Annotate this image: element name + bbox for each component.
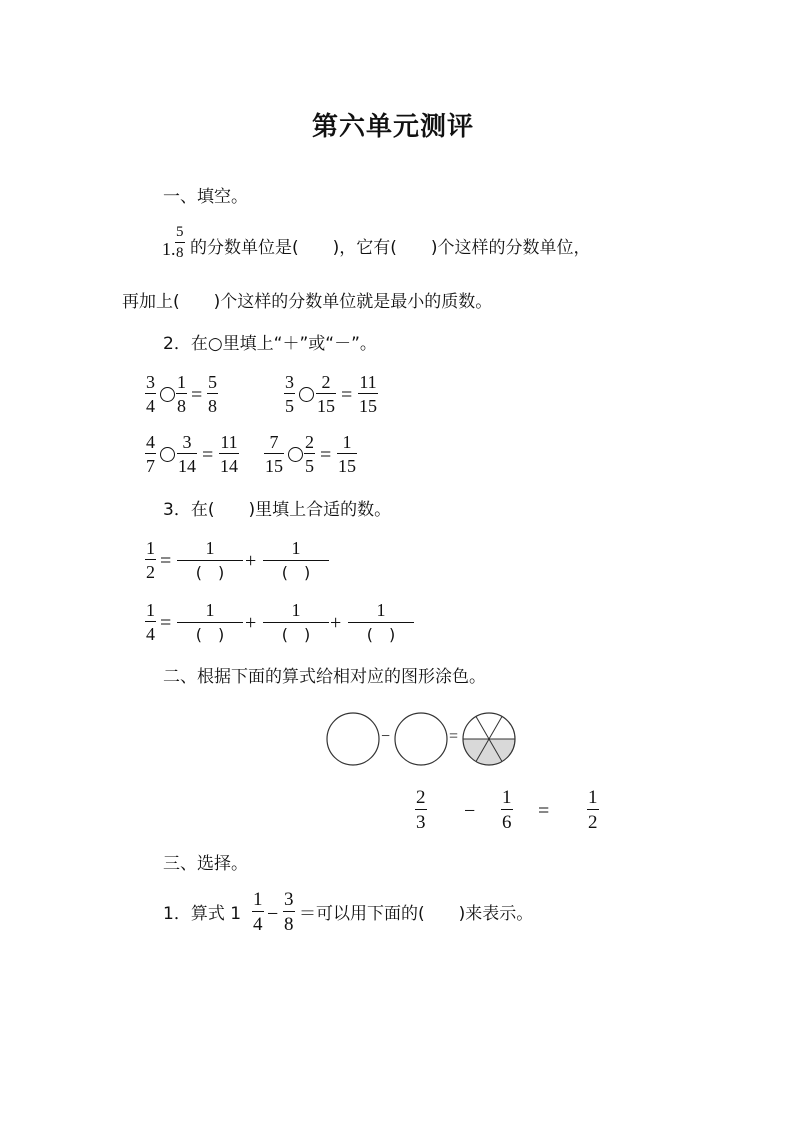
numerator: 4 bbox=[146, 432, 155, 452]
plus-sign: + bbox=[245, 612, 257, 634]
numerator: 1 bbox=[146, 538, 155, 558]
denominator: 4 bbox=[146, 624, 155, 644]
denominator: 8 bbox=[177, 396, 186, 416]
denominator: 14 bbox=[220, 456, 238, 476]
numerator: 1 bbox=[205, 538, 215, 558]
unit-fraction-blank[interactable] bbox=[177, 601, 243, 643]
fraction-bar bbox=[177, 560, 243, 561]
shaded-half bbox=[463, 739, 515, 765]
fraction-bar bbox=[145, 393, 156, 394]
denominator: 2 bbox=[588, 812, 598, 833]
q1-text-line1: 的分数单位是( )，它有( )个这样的分数单位， bbox=[190, 238, 591, 258]
operator-blank-circle[interactable] bbox=[160, 387, 175, 402]
numerator: 1 bbox=[205, 600, 215, 620]
fraction-bar bbox=[348, 622, 414, 623]
equals-sign: = bbox=[202, 444, 214, 466]
page-title: 第六单元测评 bbox=[312, 112, 475, 142]
fraction-bar bbox=[263, 560, 329, 561]
numerator: 5 bbox=[176, 224, 184, 240]
fraction-bar bbox=[316, 393, 336, 394]
eq2-frac-a bbox=[284, 373, 295, 415]
denominator: 15 bbox=[359, 396, 377, 416]
numerator: 1 bbox=[291, 600, 301, 620]
denominator: 8 bbox=[176, 245, 184, 261]
diagram-equals: = bbox=[449, 728, 459, 745]
numerator: 1 bbox=[588, 787, 598, 808]
q1-number: 1. bbox=[162, 239, 176, 259]
operator-blank-circle[interactable] bbox=[288, 447, 303, 462]
numerator: 1 bbox=[253, 889, 263, 910]
denominator: 15 bbox=[265, 456, 283, 476]
eq1-frac-c bbox=[207, 373, 218, 415]
denominator: 8 bbox=[284, 914, 294, 935]
q3-instruction: 3．在( )里填上合适的数。 bbox=[163, 500, 392, 520]
fraction-bar bbox=[263, 622, 329, 623]
denominator: 15 bbox=[338, 456, 356, 476]
fraction-bar bbox=[176, 393, 187, 394]
unit-fraction-blank[interactable] bbox=[177, 539, 243, 581]
expr-frac-b bbox=[501, 788, 513, 832]
denominator: 4 bbox=[253, 914, 263, 935]
section-two-heading: 二、根据下面的算式给相对应的图形涂色。 bbox=[163, 667, 486, 687]
fraction-bar bbox=[177, 453, 197, 454]
denominator: 15 bbox=[317, 396, 335, 416]
denominator: 8 bbox=[208, 396, 217, 416]
numerator: 1 bbox=[376, 600, 386, 620]
fraction-bar bbox=[207, 393, 218, 394]
equals-sign: = bbox=[341, 384, 353, 406]
numerator: 11 bbox=[220, 432, 238, 452]
answer-blank[interactable]: ( ) bbox=[195, 625, 225, 644]
numerator: 5 bbox=[208, 372, 217, 392]
fraction-bar bbox=[284, 393, 295, 394]
fraction-bar bbox=[264, 453, 284, 454]
answer-blank[interactable]: ( ) bbox=[195, 563, 225, 582]
diagram-minus: − bbox=[381, 728, 391, 745]
denominator: 7 bbox=[146, 456, 155, 476]
numerator: 1 bbox=[342, 432, 352, 452]
numerator: 1 bbox=[502, 787, 512, 808]
answer-blank[interactable]: ( ) bbox=[281, 625, 311, 644]
numerator: 11 bbox=[359, 372, 377, 392]
section-one-heading: 一、填空。 bbox=[163, 187, 248, 207]
unit-fraction-blank[interactable] bbox=[263, 601, 329, 643]
denominator: 6 bbox=[502, 812, 512, 833]
q1-fraction bbox=[175, 225, 185, 261]
operator-blank-circle[interactable] bbox=[299, 387, 314, 402]
denominator: 4 bbox=[146, 396, 155, 416]
section-three-heading: 三、选择。 bbox=[163, 854, 248, 874]
fraction-bar bbox=[358, 393, 378, 394]
expr-frac-c bbox=[587, 788, 599, 832]
fraction-bar bbox=[587, 809, 599, 810]
eq3-frac-a bbox=[145, 433, 156, 475]
fraction-bar bbox=[177, 622, 243, 623]
answer-blank[interactable]: ( ) bbox=[281, 563, 311, 582]
fraction-bar bbox=[415, 809, 427, 810]
eq4-frac-b bbox=[304, 433, 315, 475]
eq3-frac-c bbox=[219, 433, 239, 475]
equals-sign: = bbox=[320, 444, 332, 466]
denominator: 14 bbox=[178, 456, 196, 476]
s3-q1-minus: − bbox=[267, 903, 279, 925]
equals-sign: = bbox=[160, 612, 172, 634]
fraction-bar bbox=[304, 453, 315, 454]
answer-blank[interactable]: ( ) bbox=[366, 625, 396, 644]
numerator: 1 bbox=[146, 600, 155, 620]
circle-unshaded-2[interactable] bbox=[395, 713, 447, 765]
numerator: 1 bbox=[177, 372, 186, 392]
circle-unshaded-1[interactable] bbox=[327, 713, 379, 765]
unit-fraction-blank[interactable] bbox=[263, 539, 329, 581]
equals-sign: = bbox=[160, 550, 172, 572]
operator-blank-circle[interactable] bbox=[160, 447, 175, 462]
s3-q1-frac1 bbox=[252, 890, 264, 934]
denominator: 5 bbox=[305, 456, 314, 476]
q2-instruction: 2．在○里填上“＋”或“－”。 bbox=[163, 334, 377, 354]
numerator: 7 bbox=[269, 432, 279, 452]
fraction-bar bbox=[501, 809, 513, 810]
eq4-frac-a bbox=[264, 433, 284, 475]
eq2-frac-b bbox=[316, 373, 336, 415]
expr-minus: − bbox=[464, 800, 476, 822]
plus-sign: + bbox=[245, 550, 257, 572]
plus-sign: + bbox=[330, 612, 342, 634]
fraction-bar bbox=[175, 242, 185, 243]
q1-text-line2: 再加上( )个这样的分数单位就是最小的质数。 bbox=[122, 292, 493, 312]
circle-diagram bbox=[324, 710, 524, 770]
numerator: 3 bbox=[285, 372, 294, 392]
eq3-frac-b bbox=[177, 433, 197, 475]
fraction-bar bbox=[337, 453, 357, 454]
q3-row2-lhs bbox=[145, 601, 156, 643]
s3-q1-prefix: 1．算式 1 bbox=[163, 904, 242, 924]
numerator: 3 bbox=[146, 372, 155, 392]
s3-q1-frac2 bbox=[283, 890, 295, 934]
fraction-bar bbox=[219, 453, 239, 454]
fraction-bar bbox=[145, 559, 156, 560]
equals-sign: = bbox=[191, 384, 203, 406]
numerator: 3 bbox=[284, 889, 294, 910]
denominator: 2 bbox=[146, 562, 155, 582]
fraction-bar bbox=[252, 911, 264, 912]
eq1-frac-a bbox=[145, 373, 156, 415]
eq2-frac-c bbox=[358, 373, 378, 415]
q3-row1-lhs bbox=[145, 539, 156, 581]
numerator: 2 bbox=[416, 787, 426, 808]
fraction-bar bbox=[145, 621, 156, 622]
unit-fraction-blank[interactable] bbox=[348, 601, 414, 643]
denominator: 5 bbox=[285, 396, 294, 416]
eq4-frac-c bbox=[337, 433, 357, 475]
numerator: 3 bbox=[182, 432, 192, 452]
numerator: 2 bbox=[305, 432, 314, 452]
eq1-frac-b bbox=[176, 373, 187, 415]
fraction-bar bbox=[145, 453, 156, 454]
numerator: 2 bbox=[321, 372, 331, 392]
denominator: 3 bbox=[416, 812, 426, 833]
fraction-bar bbox=[283, 911, 295, 912]
expr-frac-a bbox=[415, 788, 427, 832]
s3-q1-suffix: ＝可以用下面的( )来表示。 bbox=[299, 904, 534, 924]
numerator: 1 bbox=[291, 538, 301, 558]
expr-equals: = bbox=[538, 800, 550, 822]
